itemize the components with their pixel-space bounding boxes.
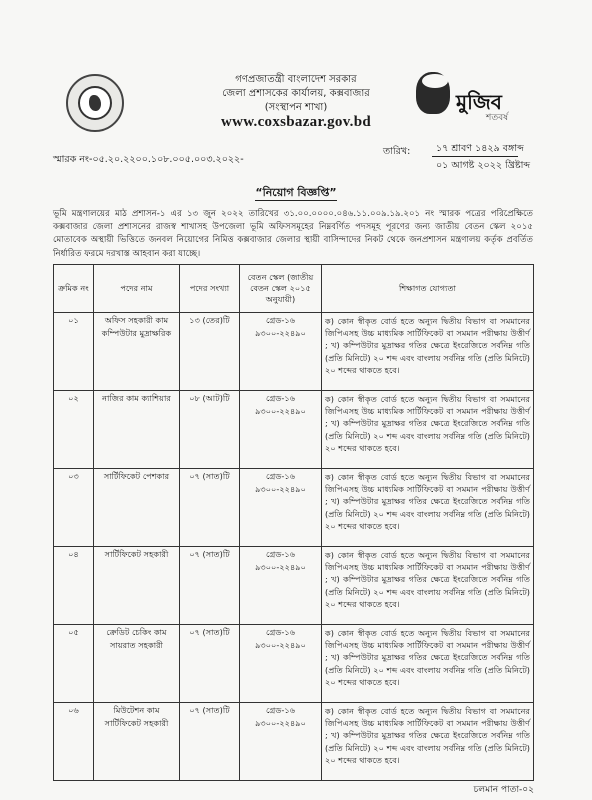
cell-post: মিউটেশন কাম সার্টিফিকেট সহকারী bbox=[94, 703, 180, 781]
logo-subtext: শতবর্ষ bbox=[486, 113, 509, 123]
cell-qualification: ক) কোন স্বীকৃত বোর্ড হতে অন্যুন দ্বিতীয় বিভাগ বা সমমানের জিপিএসহ উচ্চ মাধ্যমিক সার্টিফিকেট বা সমমান পরীক্ষায় উত্তীর্ণ ; খ) কম্পিউটার মুদ্রাক্ষর গতির ক্ষেত্রে ইংরেজিতে সর্বনিম্ন গতি (প্রতি মিনিটে) ২০ শব্দ এবং বাংলায় সর্বনিম্ন গতি (প্রতি মিনিটে) ২০ শব্দের থাকতে হবে। bbox=[322, 547, 534, 625]
cell-count: ০৮ (আট)টি bbox=[180, 391, 240, 469]
cell-scale bbox=[240, 547, 322, 625]
header-count: পদের সংখ্যা bbox=[180, 265, 240, 313]
cell-scale-range: ৯৩০০-২২৪৯০ bbox=[255, 484, 306, 494]
cell-count: ০৭ (সাত)টি bbox=[180, 547, 240, 625]
cell-grade: গ্রেড-১৬ bbox=[265, 705, 296, 715]
cell-scale bbox=[240, 313, 322, 391]
cell-qualification: ক) কোন স্বীকৃত বোর্ড হতে অন্যুন দ্বিতীয় বিভাগ বা সমমানের জিপিএসহ উচ্চ মাধ্যমিক সার্টিফিকেট বা সমমান পরীক্ষায় উত্তীর্ণ ; খ) কম্পিউটার মুদ্রাক্ষর গতির ক্ষেত্রে ইংরেজিতে সর্বনিম্ন গতি (প্রতি মিনিটে) ২০ শব্দ এবং বাংলায় সর্বনিম্ন গতি (প্রতি মিনিটে) ২০ শব্দের থাকতে হবে। bbox=[322, 703, 534, 781]
table-row bbox=[54, 547, 534, 625]
cell-post: সার্টিফিকেট পেশকার bbox=[94, 469, 180, 547]
cell-post: অফিস সহকারী কাম কম্পিউটার মুদ্রাক্ষরিক bbox=[94, 313, 180, 391]
cell-qualification: ক) কোন স্বীকৃত বোর্ড হতে অন্যুন দ্বিতীয় বিভাগ বা সমমানের জিপিএসহ উচ্চ মাধ্যমিক সার্টিফিকেট বা সমমান পরীক্ষায় উত্তীর্ণ ; খ) কম্পিউটার মুদ্রাক্ষর গতির ক্ষেত্রে ইংরেজিতে সর্বনিম্ন গতি (প্রতি মিনিটে) ২০ শব্দ এবং বাংলায় সর্বনিম্ন গতি (প্রতি মিনিটে) ২০ শব্দের থাকতে হবে। bbox=[322, 391, 534, 469]
date-gregorian: ০১ আগষ্ট ২০২২ খ্রিষ্টাব্দ bbox=[436, 160, 531, 171]
website-link[interactable]: www.coxsbazar.gov.bd bbox=[220, 114, 372, 130]
cell-serial: ০৫ bbox=[54, 625, 94, 703]
cell-scale-range: ৯৩০০-২২৪৯০ bbox=[255, 406, 306, 416]
cell-grade: গ্রেড-১৬ bbox=[265, 315, 296, 325]
cell-post: সার্টিফিকেট সহকারী bbox=[94, 547, 180, 625]
table-row bbox=[54, 469, 534, 547]
table-header-row bbox=[54, 265, 534, 313]
date-divider bbox=[432, 156, 518, 157]
header-post: পদের নাম bbox=[94, 265, 180, 313]
cell-grade: গ্রেড-১৬ bbox=[265, 471, 296, 481]
cell-count: ০৭ (সাত)টি bbox=[180, 469, 240, 547]
date-bangla: ১৭ শ্রাবণ ১৪২৯ বঙ্গাব্দ bbox=[436, 143, 524, 154]
logo-text: মুজিব bbox=[456, 90, 502, 114]
cell-serial: ০৬ bbox=[54, 703, 94, 781]
cell-count: ১৩ (তের)টি bbox=[180, 313, 240, 391]
cell-scale-range: ৯৩০০-২২৪৯০ bbox=[255, 562, 306, 572]
cell-post: নাজির কাম ক্যাশিয়ার bbox=[94, 391, 180, 469]
cell-scale bbox=[240, 625, 322, 703]
cell-scale-range: ৯৩০০-২২৪৯০ bbox=[255, 640, 306, 650]
cell-serial: ০১ bbox=[54, 313, 94, 391]
cell-scale bbox=[240, 469, 322, 547]
cell-qualification: ক) কোন স্বীকৃত বোর্ড হতে অন্যুন দ্বিতীয় বিভাগ বা সমমানের জিপিএসহ উচ্চ মাধ্যমিক সার্টিফিকেট বা সমমান পরীক্ষায় উত্তীর্ণ ; খ) কম্পিউটার মুদ্রাক্ষর গতির ক্ষেত্রে ইংরেজিতে সর্বনিম্ন গতি (প্রতি মিনিটে) ২০ শব্দ এবং বাংলায় সর্বনিম্ন গতি (প্রতি মিনিটে) ২০ শব্দের থাকতে হবে। bbox=[322, 625, 534, 703]
vacancy-table bbox=[53, 264, 534, 781]
notice-title bbox=[0, 184, 592, 203]
table-row bbox=[54, 625, 534, 703]
cell-count: ০৭ (সাত)টি bbox=[180, 703, 240, 781]
cell-scale-range: ৯৩০০-২২৪৯০ bbox=[255, 718, 306, 728]
cell-scale bbox=[240, 391, 322, 469]
cell-scale bbox=[240, 703, 322, 781]
table-row bbox=[54, 703, 534, 781]
cell-scale-range: ৯৩০০-২২৪৯০ bbox=[255, 328, 306, 338]
table-row bbox=[54, 313, 534, 391]
header-line-3: (সংস্থাপন শাখা) bbox=[264, 102, 328, 113]
cell-serial: ০২ bbox=[54, 391, 94, 469]
notice-title-text: “নিয়োগ বিজ্ঞপ্তি” bbox=[255, 186, 337, 199]
continued-page-note: চলমান পাতা-০২ bbox=[473, 785, 534, 795]
date-label: তারিখ: bbox=[383, 146, 411, 157]
header-serial: ক্রমিক নং bbox=[54, 265, 94, 313]
cell-grade: গ্রেড-১৬ bbox=[265, 549, 296, 559]
cell-post: ক্রেডিট চেকিং কাম সায়রাত সহকারী bbox=[94, 625, 180, 703]
notice-paragraph: ভূমি মন্ত্রণালয়ের মাঠ প্রশাসন-১ এর ১৩ জুন ২০২২ তারিখের ৩১.০০.০০০০.০৪৬.১১.০০৯.১৯.২০১ নং স্মারক পত্রের পরিপ্রেক্ষিতে কক্সবাজার জেলা প্রশাসনের রাজস্ব শাখাসহ উপজেলা ভূমি অফিসসমূহের নিম্নবর্ণিত পদসমূহ পূরণের জন্য জাতীয় বেতন স্কেল ২০১৫ মোতাবেক অস্থায়ী ভিত্তিতে জনবল নিয়োগের নিমিত্ত কক্সবাজার জেলার স্থায়ী বাসিন্দাদের নিকট থেকে জনপ্রশাসন মন্ত্রণালয় কর্তৃক প্রবর্তিত নির্ধারিত ফরমে দরখাস্ত আহবান করা যাচ্ছে। bbox=[53, 209, 533, 259]
cell-serial: ০৪ bbox=[54, 547, 94, 625]
header-line-1: গণপ্রজাতন্ত্রী বাংলাদেশ সরকার bbox=[235, 74, 357, 85]
cell-qualification: ক) কোন স্বীকৃত বোর্ড হতে অন্যুন দ্বিতীয় বিভাগ বা সমমানের জিপিএসহ উচ্চ মাধ্যমিক সার্টিফিকেট বা সমমান পরীক্ষায় উত্তীর্ণ ; খ) কম্পিউটার মুদ্রাক্ষর গতির ক্ষেত্রে ইংরেজিতে সর্বনিম্ন গতি (প্রতি মিনিটে) ২০ শব্দ এবং বাংলায় সর্বনিম্ন গতি (প্রতি মিনিটে) ২০ শব্দের থাকতে হবে। bbox=[322, 313, 534, 391]
header-scale: বেতন স্কেল (জাতীয় বেতন স্কেল ২০১৫ অনুযায়ী) bbox=[240, 265, 322, 313]
header-line-2: জেলা প্রশাসকের কার্যালয়, কক্সবাজার bbox=[222, 88, 370, 99]
memo-number: স্মারক নং-০৫.২০.২২০০.১০৮.০০৫.০০৩.২০২২- bbox=[53, 154, 244, 165]
cell-serial: ০৩ bbox=[54, 469, 94, 547]
cell-grade: গ্রেড-১৬ bbox=[265, 627, 296, 637]
cell-count: ০৭ (সাত)টি bbox=[180, 625, 240, 703]
cell-grade: গ্রেড-১৬ bbox=[265, 393, 296, 403]
table-row bbox=[54, 391, 534, 469]
header-qualification: শিক্ষাগত যোগ্যতা bbox=[322, 265, 534, 313]
cell-qualification: ক) কোন স্বীকৃত বোর্ড হতে অন্যুন দ্বিতীয় বিভাগ বা সমমানের জিপিএসহ উচ্চ মাধ্যমিক সার্টিফিকেট বা সমমান পরীক্ষায় উত্তীর্ণ ; খ) কম্পিউটার মুদ্রাক্ষর গতির ক্ষেত্রে ইংরেজিতে সর্বনিম্ন গতি (প্রতি মিনিটে) ২০ শব্দ এবং বাংলায় সর্বনিম্ন গতি (প্রতি মিনিটে) ২০ শব্দের থাকতে হবে। bbox=[322, 469, 534, 547]
